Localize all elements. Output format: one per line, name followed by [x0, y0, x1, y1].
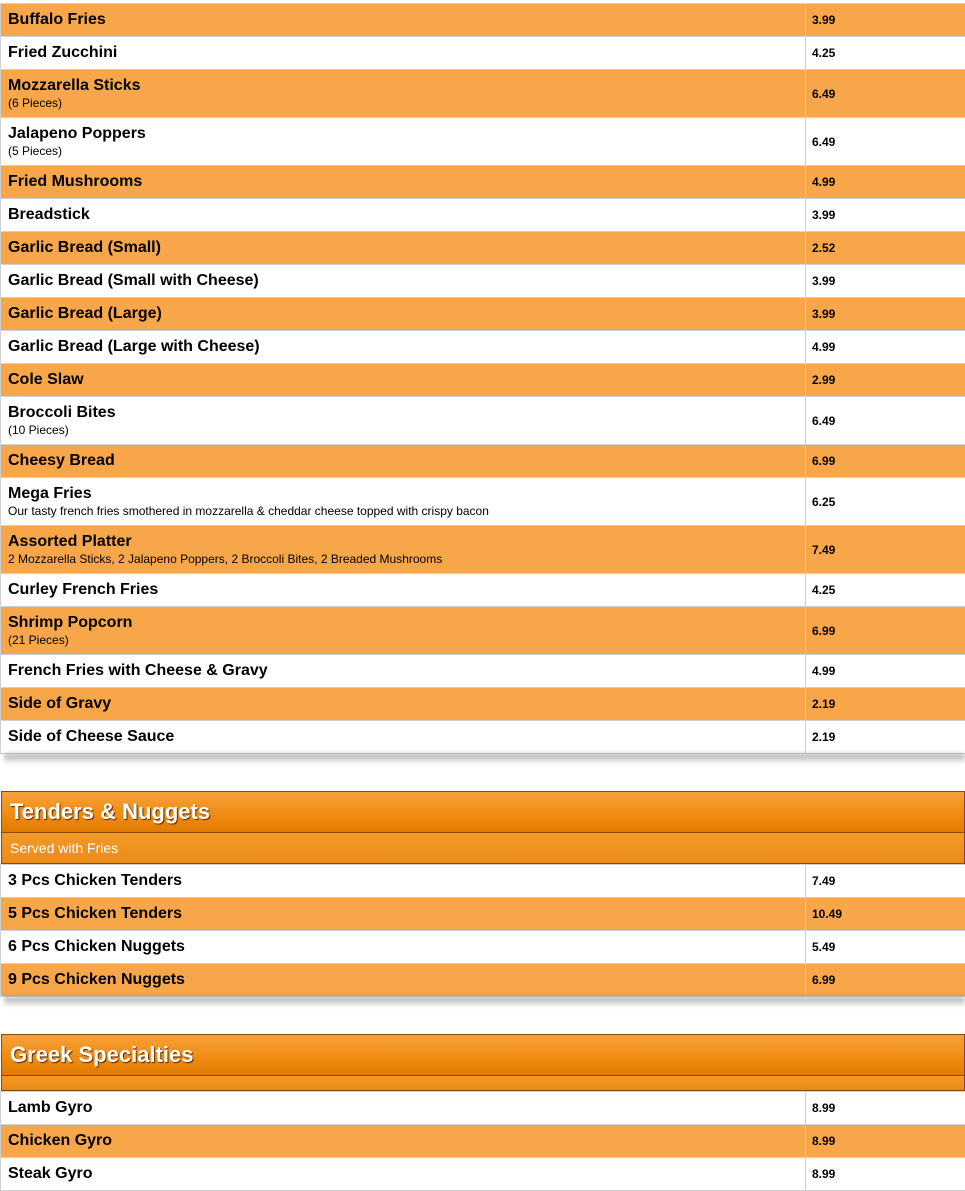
item-name: Garlic Bread (Large): [8, 305, 805, 323]
menu-item-row[interactable]: [1, 655, 965, 688]
item-price: 6.49: [806, 118, 965, 166]
item-price: 7.49: [806, 526, 965, 574]
item-name-cell: [1, 298, 806, 331]
menu-item-row[interactable]: [1, 688, 965, 721]
item-price: 8.99: [806, 1125, 965, 1158]
item-price: 4.99: [806, 166, 965, 199]
item-name: Steak Gyro: [8, 1165, 805, 1183]
item-price: 4.99: [806, 655, 965, 688]
item-name-cell: [1, 574, 806, 607]
item-name-cell: [1, 364, 806, 397]
menu-item-row[interactable]: [1, 721, 965, 754]
item-price: 6.99: [806, 607, 965, 655]
appetizers-table: [0, 3, 965, 754]
item-name-cell: [1, 931, 806, 964]
item-price: 2.19: [806, 688, 965, 721]
item-name-cell: [1, 1158, 806, 1191]
item-name: Breadstick: [8, 206, 805, 224]
menu-item-row[interactable]: [1, 166, 965, 199]
menu-item-row[interactable]: [1, 1092, 965, 1125]
item-name-cell: [1, 118, 806, 166]
tenders-body: [1, 865, 965, 997]
item-name-cell: [1, 397, 806, 445]
menu-item-row[interactable]: [1, 898, 965, 931]
item-name: Cheesy Bread: [8, 452, 805, 470]
greek-body: [1, 1092, 965, 1191]
item-price: 4.99: [806, 331, 965, 364]
item-price: 4.25: [806, 574, 965, 607]
appetizers-body: [1, 4, 965, 754]
item-description: (10 Pieces): [8, 423, 805, 437]
item-name: Garlic Bread (Large with Cheese): [8, 338, 805, 356]
menu-item-row[interactable]: [1, 118, 965, 166]
menu-item-row[interactable]: [1, 445, 965, 478]
menu-item-row[interactable]: [1, 478, 965, 526]
item-name-cell: [1, 865, 806, 898]
item-description: (5 Pieces): [8, 144, 805, 158]
item-price: 2.19: [806, 721, 965, 754]
menu-item-row[interactable]: [1, 931, 965, 964]
item-name-cell: [1, 1092, 806, 1125]
item-name: Fried Mushrooms: [8, 173, 805, 191]
menu-item-row[interactable]: [1, 865, 965, 898]
item-name-cell: [1, 1125, 806, 1158]
item-name-cell: [1, 688, 806, 721]
item-name: Garlic Bread (Small with Cheese): [8, 272, 805, 290]
item-name: Side of Cheese Sauce: [8, 728, 805, 746]
section-gap: [0, 768, 965, 791]
item-price: 4.25: [806, 37, 965, 70]
item-name: French Fries with Cheese & Gravy: [8, 662, 805, 680]
item-name: Garlic Bread (Small): [8, 239, 805, 257]
item-name-cell: [1, 721, 806, 754]
section-title-tenders: Tenders & Nuggets: [1, 791, 965, 833]
item-name: Buffalo Fries: [8, 11, 805, 29]
greek-table: [0, 1091, 965, 1191]
item-name: Curley French Fries: [8, 581, 805, 599]
item-name-cell: [1, 898, 806, 931]
menu-item-row[interactable]: [1, 397, 965, 445]
item-name-cell: [1, 607, 806, 655]
menu-item-row[interactable]: [1, 1158, 965, 1191]
item-description: (6 Pieces): [8, 96, 805, 110]
menu-item-row[interactable]: [1, 526, 965, 574]
item-name-cell: [1, 331, 806, 364]
menu-item-row[interactable]: [1, 331, 965, 364]
item-name: 9 Pcs Chicken Nuggets: [8, 971, 805, 989]
item-name: Fried Zucchini: [8, 44, 805, 62]
item-name-cell: [1, 655, 806, 688]
item-price: 3.99: [806, 199, 965, 232]
item-price: 6.99: [806, 445, 965, 478]
item-price: 3.99: [806, 4, 965, 37]
item-price: 6.49: [806, 70, 965, 118]
item-name: Mozzarella Sticks: [8, 77, 805, 95]
item-description: 2 Mozzarella Sticks, 2 Jalapeno Poppers, 2 Broccoli Bites, 2 Breaded Mushrooms: [8, 552, 805, 566]
item-name: Lamb Gyro: [8, 1099, 805, 1117]
item-name: Side of Gravy: [8, 695, 805, 713]
item-name: Cole Slaw: [8, 371, 805, 389]
table-shadow: [4, 754, 965, 768]
item-name-cell: [1, 478, 806, 526]
item-price: 5.49: [806, 931, 965, 964]
menu-item-row[interactable]: [1, 298, 965, 331]
menu-item-row[interactable]: [1, 199, 965, 232]
item-price: 6.25: [806, 478, 965, 526]
menu-item-row[interactable]: [1, 574, 965, 607]
item-price: 7.49: [806, 865, 965, 898]
menu-item-row[interactable]: [1, 37, 965, 70]
tenders-table: [0, 864, 965, 997]
menu-item-row[interactable]: [1, 964, 965, 997]
item-name-cell: [1, 265, 806, 298]
item-price: 8.99: [806, 1158, 965, 1191]
item-name-cell: [1, 37, 806, 70]
item-name-cell: [1, 964, 806, 997]
item-name-cell: [1, 526, 806, 574]
item-name: Chicken Gyro: [8, 1132, 805, 1150]
section-title-greek: Greek Specialties: [1, 1034, 965, 1076]
menu-page: [0, 3, 965, 1191]
item-price: 8.99: [806, 1092, 965, 1125]
item-name: 3 Pcs Chicken Tenders: [8, 872, 805, 890]
item-price: 6.49: [806, 397, 965, 445]
menu-item-row[interactable]: [1, 232, 965, 265]
menu-item-row[interactable]: [1, 70, 965, 118]
section-subtitle-greek: [1, 1076, 965, 1091]
item-name: Broccoli Bites: [8, 404, 805, 422]
item-description: (21 Pieces): [8, 633, 805, 647]
item-name: Mega Fries: [8, 485, 805, 503]
menu-item-row[interactable]: [1, 364, 965, 397]
section-gap: [0, 1011, 965, 1034]
item-description: Our tasty french fries smothered in mozzarella & cheddar cheese topped with crispy bacon: [8, 504, 805, 518]
table-shadow: [4, 997, 965, 1011]
item-name-cell: [1, 199, 806, 232]
item-name-cell: [1, 4, 806, 37]
item-name: Shrimp Popcorn: [8, 614, 805, 632]
item-price: 3.99: [806, 298, 965, 331]
item-name-cell: [1, 445, 806, 478]
item-name: 5 Pcs Chicken Tenders: [8, 905, 805, 923]
item-price: 10.49: [806, 898, 965, 931]
menu-item-row[interactable]: [1, 607, 965, 655]
menu-item-row[interactable]: [1, 1125, 965, 1158]
item-price: 3.99: [806, 265, 965, 298]
item-price: 6.99: [806, 964, 965, 997]
section-subtitle-tenders: Served with Fries: [1, 833, 965, 864]
item-name: 6 Pcs Chicken Nuggets: [8, 938, 805, 956]
item-name: Assorted Platter: [8, 533, 805, 551]
item-name-cell: [1, 232, 806, 265]
menu-item-row[interactable]: [1, 265, 965, 298]
item-price: 2.52: [806, 232, 965, 265]
menu-item-row[interactable]: [1, 4, 965, 37]
item-price: 2.99: [806, 364, 965, 397]
item-name-cell: [1, 70, 806, 118]
item-name-cell: [1, 166, 806, 199]
item-name: Jalapeno Poppers: [8, 125, 805, 143]
